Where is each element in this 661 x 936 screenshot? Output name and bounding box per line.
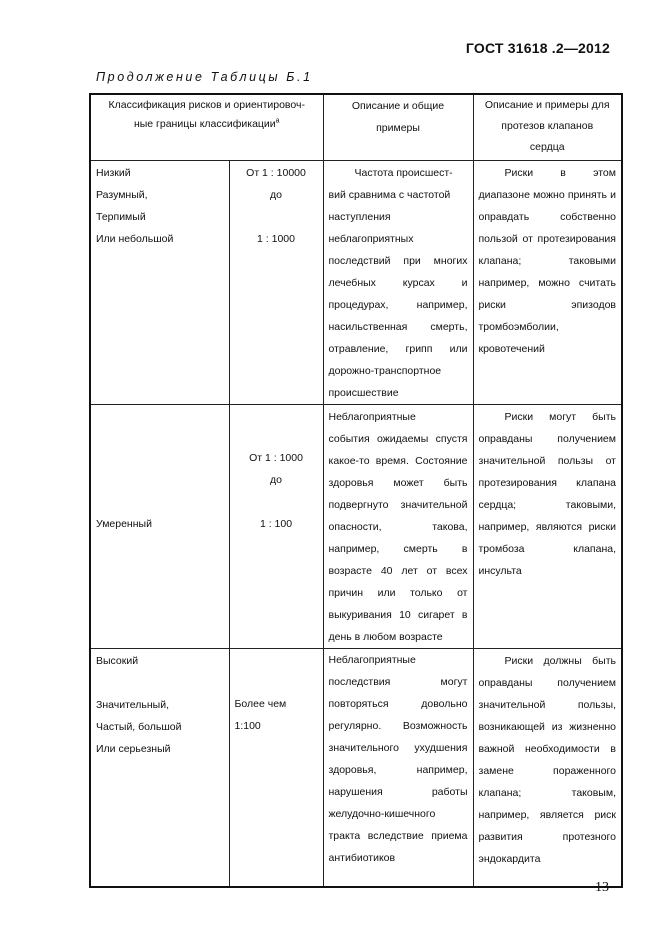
risk-range-cell: От 1 : 10000 до 1 : 1000 [229, 160, 323, 404]
header-classification-line1: Классификация рисков и ориентировоч- [108, 99, 305, 111]
valves-cell: Риски могут быть оправданы получением значительной пользы от протезирования клапана сердца; таковыми, например, являются риски тромбоза клапана, инсульта [473, 404, 622, 648]
table-row [90, 404, 622, 648]
standard-designation: ГОСТ 31618 .2—2012 [465, 40, 610, 56]
header-description-line1: Описание и общие [351, 100, 445, 112]
description-cell: Неблагоприятные события ожидаемы спустя какое-то время. Состояние здоровья может быть подвергнуто значительной опасности, такова, например, смерть в возрасте 40 лет от всех причин или только от выкуривания 10 сигарет в день в любом возрасте [323, 404, 473, 648]
header-description-line2: примеры [376, 122, 420, 134]
table-row [90, 648, 622, 887]
table-header-row [90, 94, 622, 160]
description-cell: Неблагоприятные последствия могут повторяться довольно регулярно. Возможность значительного ухудшения здоровья, например, нарушения работы желудочно-кишечного тракта вследствие приема антибиотиков [323, 648, 473, 887]
header-valves-line2: протезов клапанов [501, 120, 594, 132]
header-description [323, 94, 473, 160]
header-classification [90, 94, 323, 160]
table-row [90, 160, 622, 404]
description-cell: Частота происшест- вий сравнима с частотой наступления неблагоприятных последствий при многих лечебных курсах и процедурах, например, насильственная смерть, отравление, грипп или дорожно-транспортное происшествие [323, 160, 473, 404]
valves-cell: Риски в этом диапазоне можно принять и оправдать собственно пользой от протезирования клапана; таковыми например, можно считать риски эпизодов тромбоэмболии, кровотечений [473, 160, 622, 404]
risk-range-cell: Более чем 1:100 [229, 648, 323, 887]
valves-cell: Риски должны быть оправданы получением значительной пользы, возникающей из жизненно важной необходимости в замене пораженного клапана; таковым, например, является риск развития протезного эндокардита [473, 648, 622, 887]
risk-level-cell: Умеренный [90, 404, 229, 648]
risk-range-cell: От 1 : 1000 до 1 : 100 [229, 404, 323, 648]
risk-classification-table [89, 93, 623, 888]
header-valves-line1: Описание и примеры для [484, 99, 610, 111]
risk-level-cell: Высокий Значительный, Частый, большой Или серьезный [90, 648, 229, 887]
footnote-marker: a [275, 117, 280, 125]
header-valves-line3: сердца [529, 141, 565, 153]
table-continuation-caption: Продолжение Таблицы Б.1 [96, 70, 313, 84]
header-valves [473, 94, 622, 160]
page-number: 13 [595, 880, 609, 895]
header-classification-line2: ные границы классификации [133, 118, 276, 130]
risk-level-cell: Низкий Разумный, Терпимый Или небольшой [90, 160, 229, 404]
